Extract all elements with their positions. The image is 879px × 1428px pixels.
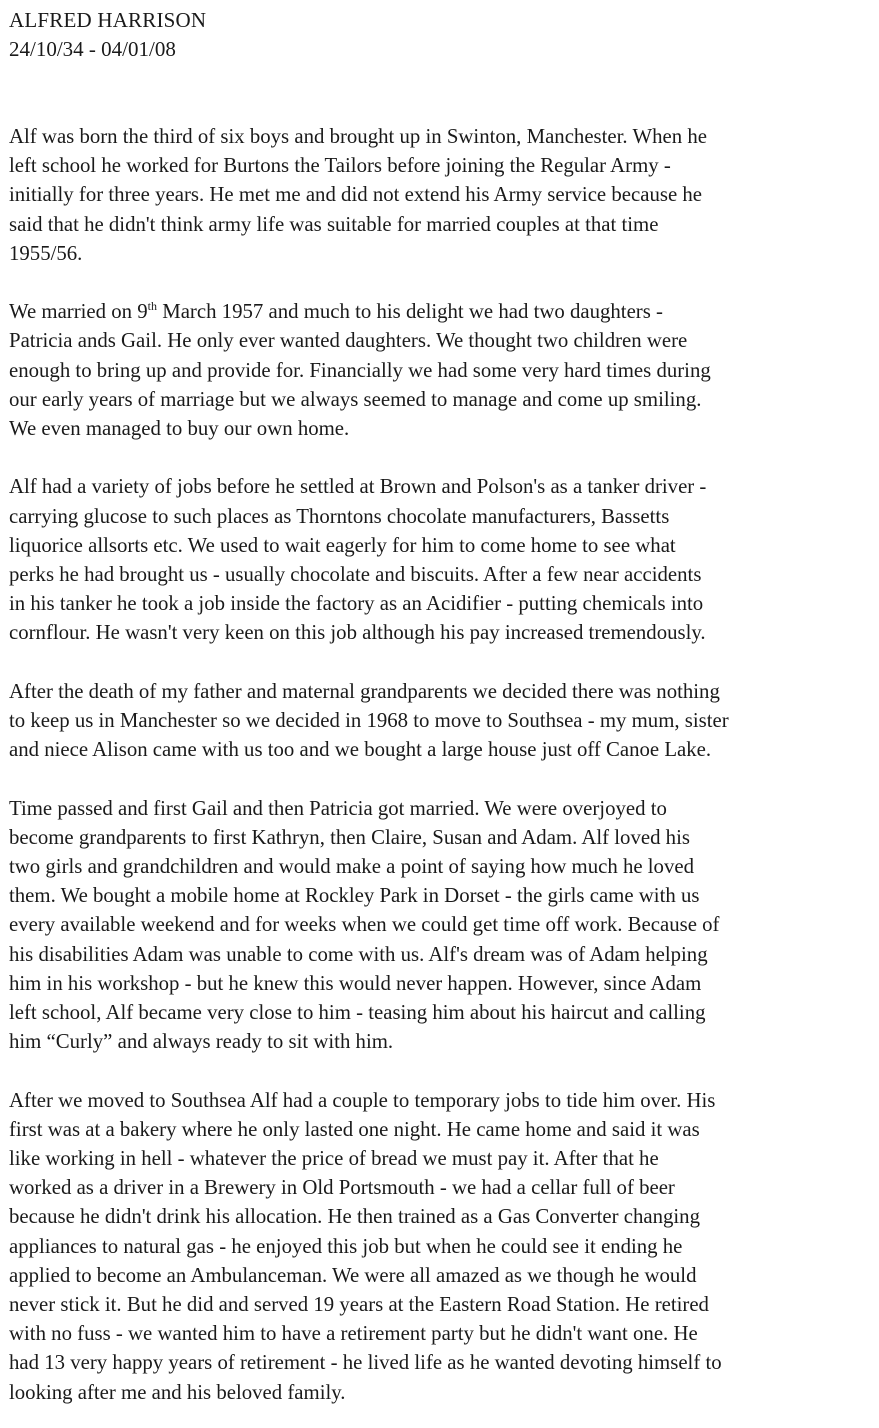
text-line: liquorice allsorts etc. We used to wait eagerly for him to come home to see what [9,533,676,557]
person-name: ALFRED HARRISON [9,8,207,32]
text-line: 1955/56. [9,241,83,265]
text-line: left school, Alf became very close to him - teasing him about his haircut and calling [9,1001,706,1025]
text-line: every available weekend and for weeks when we could get time off work. Because of [9,913,720,937]
paragraph-family [9,794,865,1057]
text-line: become grandparents to first Kathryn, then Claire, Susan and Adam. Alf loved his [9,825,690,849]
life-dates: 24/10/34 - 04/01/08 [9,37,176,61]
text-line: him “Curly” and always ready to sit with him. [9,1030,394,1054]
text-line: them. We bought a mobile home at Rockley Park in Dorset - the girls came with us [9,884,700,908]
text-line: our early years of marriage but we always seemed to manage and come up smiling. [9,387,702,411]
text-line: After the death of my father and maternal grandparents we decided there was nothing [9,679,720,703]
paragraph-marriage [9,297,865,443]
text-line: perks he had brought us - usually chocolate and biscuits. After a few near accidents [9,563,702,587]
text-line: cornflour. He wasn't very keen on this job although his pay increased tremendously. [9,621,706,645]
text-fragment: We married on 9 [9,300,148,324]
text-line: enough to bring up and provide for. Financially we had some very hard times during [9,358,711,382]
text-line: first was at a bakery where he only lasted one night. He came home and said it was [9,1117,700,1141]
text-line [9,297,865,326]
text-line: with no fuss - we wanted him to have a retirement party but he didn't want one. He [9,1322,698,1346]
text-line: left school he worked for Burtons the Tailors before joining the Regular Army - [9,154,671,178]
text-line: him in his workshop - but he knew this would never happen. However, since Adam [9,971,702,995]
text-line: appliances to natural gas - he enjoyed this job but when he could see it ending he [9,1234,683,1258]
eulogy-text [9,122,865,1407]
text-line: his disabilities Adam was unable to come with us. Alf's dream was of Adam helping [9,942,708,966]
text-line: like working in hell - whatever the price of bread we must pay it. After that he [9,1147,659,1171]
paragraph-early-life [9,122,865,268]
text-line: because he didn't drink his allocation. He then trained as a Gas Converter changing [9,1205,700,1229]
text-line: Alf had a variety of jobs before he settled at Brown and Polson's as a tanker driver - [9,475,707,499]
text-line: and niece Alison came with us too and we bought a large house just off Canoe Lake. [9,738,712,762]
text-line: looking after me and his beloved family. [9,1380,346,1404]
text-line: carrying glucose to such places as Thorntons chocolate manufacturers, Bassetts [9,504,670,528]
text-line: initially for three years. He met me and did not extend his Army service because he [9,183,702,207]
document-header [9,6,865,64]
paragraph-jobs [9,472,865,647]
text-line: to keep us in Manchester so we decided in 1968 to move to Southsea - my mum, sister [9,709,729,733]
text-line: in his tanker he took a job inside the factory as an Acidifier - putting chemicals into [9,592,704,616]
text-line: applied to become an Ambulanceman. We were all amazed as we though he would [9,1263,697,1287]
paragraph-career [9,1086,865,1407]
text-line: two girls and grandchildren and would make a point of saying how much he loved [9,855,694,879]
text-line: Time passed and first Gail and then Patricia got married. We were overjoyed to [9,796,667,820]
text-line: We even managed to buy our own home. [9,417,350,441]
text-line: worked as a driver in a Brewery in Old Portsmouth - we had a cellar full of beer [9,1176,675,1200]
paragraph-move-southsea [9,677,865,765]
text-line: Alf was born the third of six boys and brought up in Swinton, Manchester. When he [9,125,707,148]
text-line: Patricia ands Gail. He only ever wanted daughters. We thought two children were [9,329,688,353]
text-fragment: March 1957 and much to his delight we had two daughters - [157,300,663,324]
text-line: After we moved to Southsea Alf had a couple to temporary jobs to tide him over. His [9,1088,716,1112]
text-line: said that he didn't think army life was suitable for married couples at that time [9,212,659,236]
text-line: had 13 very happy years of retirement - he lived life as he wanted devoting himself to [9,1351,722,1375]
text-line: never stick it. But he did and served 19 years at the Eastern Road Station. He retired [9,1293,709,1317]
ordinal-suffix: th [147,299,157,314]
